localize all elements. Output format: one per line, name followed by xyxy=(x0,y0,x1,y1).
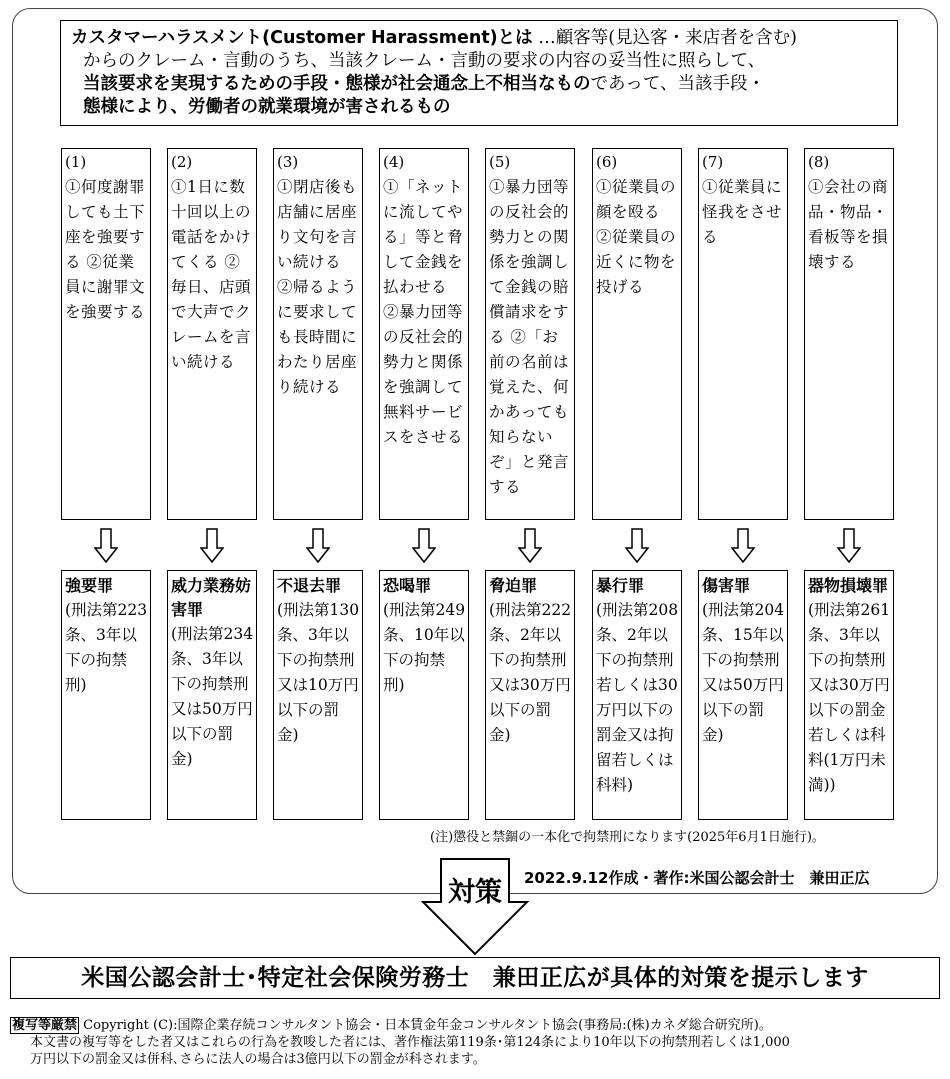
author-credit: 2022.9.12作成・著作:米国公認会計士 兼田正広 xyxy=(524,869,870,887)
case-box-5 xyxy=(485,148,575,520)
crime-box-3 xyxy=(273,570,363,820)
crime-name: 恐喝罪 xyxy=(383,576,432,595)
case-number: (4) xyxy=(383,153,405,171)
crime-penalty: (刑法第261条、3年以下の拘禁刑又は30万円以下の罰金若しくは科料(1万円未満)) xyxy=(808,601,891,794)
crime-penalty: (刑法第222条、2年以下の拘禁刑又は30万円以下の罰金) xyxy=(489,601,572,744)
crime-name: 不退去罪 xyxy=(277,576,342,595)
down-arrow-icon xyxy=(518,528,542,564)
case-number: (6) xyxy=(596,153,618,171)
crime-name: 強要罪 xyxy=(65,576,114,595)
case-number: (5) xyxy=(489,153,511,171)
down-arrow-icon xyxy=(200,528,224,564)
definition-line2: からのクレーム・言動のうち、当該クレーム・言動の要求の内容の妥当性に照らして、 xyxy=(83,51,766,71)
down-arrow-icon xyxy=(306,528,330,564)
definition-line3-bold: 当該要求を実現するための手段・態様が社会通念上不相当なもの xyxy=(83,74,591,94)
case-description: ①何度謝罪しても土下座を強要する ②従業員に謝罪文を強要する xyxy=(65,178,146,321)
crime-box-2 xyxy=(167,570,257,820)
countermeasure-label: 対策 xyxy=(448,877,502,908)
down-arrow-icon xyxy=(94,528,118,564)
case-description: ①会社の商品・物品・看板等を損壊する xyxy=(808,178,889,271)
case-box-6 xyxy=(592,148,682,520)
note-text: (注)懲役と禁錮の一本化で拘禁刑になります(2025年6月1日施行)。 xyxy=(430,830,825,845)
copyright-block xyxy=(10,1017,945,1068)
crime-box-1 xyxy=(61,570,151,820)
case-box-2 xyxy=(167,148,257,520)
crime-penalty: (刑法第130条、3年以下の拘禁刑又は10万円以下の罰金) xyxy=(277,601,360,744)
case-description: ①「ネットに流してやる」等と脅して金銭を払わせる ②暴力団等の反社会的勢力と関係を強調して無料サービスをさせる xyxy=(383,178,464,446)
definition-title: カスタマーハラスメント(Customer Harassment)とは xyxy=(71,28,533,48)
crime-penalty: (刑法第204条、15年以下の拘禁刑又は50万円以下の罰金) xyxy=(702,601,785,744)
down-arrow-icon xyxy=(731,528,755,564)
case-number: (8) xyxy=(808,153,830,171)
case-number: (3) xyxy=(277,153,299,171)
banner: 米国公認会計士･特定社会保険労務士 兼田正広が具体的対策を提示します xyxy=(10,957,940,999)
copyright-line1: Copyright (C):国際企業存続コンサルタント協会・日本賃金年金コンサルタント協会(事務局:(株)カネダ総合研究所)。 xyxy=(79,1018,772,1033)
definition-line1-tail: …顧客等(見込客・来店者を含む) xyxy=(538,28,797,48)
copy-badge: 複写等厳禁 xyxy=(12,1018,78,1033)
case-box-3 xyxy=(273,148,363,520)
case-number: (1) xyxy=(65,153,87,171)
crime-penalty: (刑法第208条、2年以下の拘禁刑若しくは30万円以下の罰金又は拘留若しくは科料) xyxy=(596,601,679,794)
crime-name: 暴行罪 xyxy=(596,576,645,595)
crime-name: 脅迫罪 xyxy=(489,576,538,595)
definition-line4-bold: 態様により、労働者の就業環境が害されるもの xyxy=(83,97,451,117)
crime-penalty: (刑法第249条、10年以下の拘禁刑) xyxy=(383,601,466,694)
crime-penalty: (刑法第234条、3年以下の拘禁刑又は50万円以下の罰金) xyxy=(171,625,254,768)
crime-box-8 xyxy=(804,570,894,820)
case-description: ①閉店後も店舗に居座り文句を言い続ける ②帰るように要求しても長時間にわたり居座り続ける xyxy=(277,178,358,396)
case-description: ①従業員に怪我をさせる xyxy=(702,178,783,246)
case-box-8 xyxy=(804,148,894,520)
down-arrow-icon xyxy=(412,528,436,564)
case-description: ①1日に数十回以上の電話をかけてくる ②毎日、店頭で大声でクレームを言い続ける xyxy=(171,178,252,371)
crime-name: 器物損壊罪 xyxy=(808,576,889,595)
crime-box-6 xyxy=(592,570,682,820)
case-number: (7) xyxy=(702,153,724,171)
definition-box xyxy=(60,20,898,126)
case-box-4 xyxy=(379,148,469,520)
down-arrow-icon xyxy=(837,528,861,564)
crime-box-7 xyxy=(698,570,788,820)
crime-name: 威力業務妨害罪 xyxy=(171,576,252,619)
case-description: ①暴力団等の反社会的勢力との関係を強調して金銭の賠償請求をする ②「お前の名前は覚えた、何かあっても知らないぞ」と発言する xyxy=(489,178,570,496)
crime-penalty: (刑法第223条、3年以下の拘禁刑) xyxy=(65,601,148,694)
crime-box-5 xyxy=(485,570,575,820)
crime-box-4 xyxy=(379,570,469,820)
case-box-1 xyxy=(61,148,151,520)
down-arrow-icon xyxy=(625,528,649,564)
copyright-line3: 万円以下の罰金又は併科､さらに法人の場合は3億円以下の罰金が科されます。 xyxy=(30,1052,486,1067)
crime-name: 傷害罪 xyxy=(702,576,751,595)
copyright-line2: 本文書の複写等をした者又はこれらの行為を教唆した者には、著作権法第119条･第124条により10年以下の拘禁刑若しくは1,000 xyxy=(30,1035,790,1050)
definition-line3-tail: であって、当該手段・ xyxy=(590,74,765,94)
case-description: ①従業員の顔を殴る ②従業員の近くに物を投げる xyxy=(596,178,677,296)
case-box-7 xyxy=(698,148,788,520)
case-number: (2) xyxy=(171,153,193,171)
